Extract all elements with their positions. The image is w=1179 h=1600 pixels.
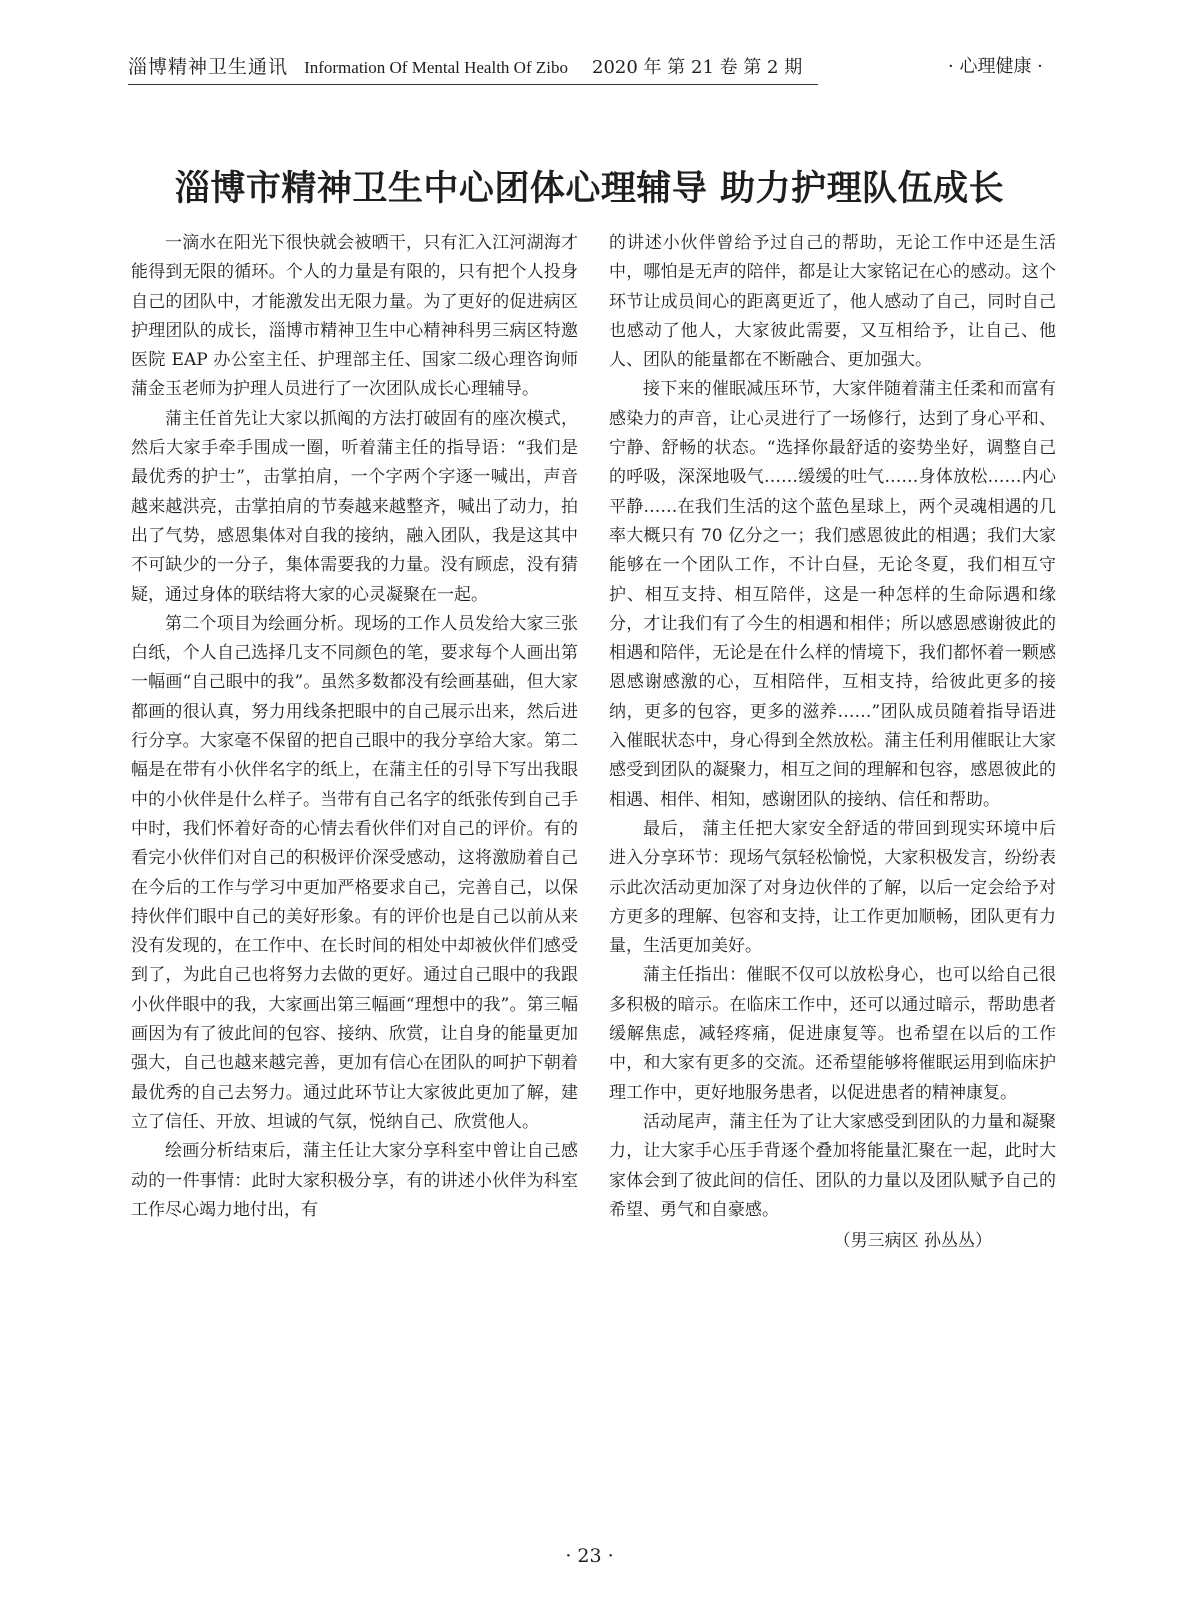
- left-column: [131, 229, 578, 1464]
- paragraph: 蒲主任首先让大家以抓阄的方法打破固有的座次模式，然后大家手牵手围成一圈，听着蒲主任的指导语：“我们是最优秀的护士”，击掌拍肩，一个字两个字逐一喊出，声音越来越洪亮，击掌拍肩的节奏越来越整齐，喊出了动力，拍出了气势，感恩集体对自我的接纳，融入团队，我是这其中不可缺少的一分子，集体需要我的力量。没有顾虑，没有猜疑，通过身体的联结将大家的心灵凝聚在一起。: [131, 408, 578, 605]
- section-label: · 心理健康 ·: [948, 56, 1043, 77]
- paragraph: 蒲主任指出：催眠不仅可以放松身心，也可以给自己很多积极的暗示。在临床工作中，还可以通过暗示，帮助患者缓解焦虑，减轻疼痛，促进康复等。也希望在以后的工作中，和大家有更多的交流。还希望能够将催眠运用到临床护理工作中，更好地服务患者，以促进患者的精神康复。: [609, 965, 1056, 1103]
- page-number: · 23 ·: [565, 1545, 614, 1567]
- paragraph: 最后， 蒲主任把大家安全舒适的带回到现实环境中后进入分享环节：现场气氛轻松愉悦，大家积极发言，纷纷表示此次活动更加深了对身边伙伴的了解，以后一定会给予对方更多的理解、包容和支持，让工作更加顺畅，团队更有力量，生活更加美好。: [609, 818, 1056, 957]
- paragraph: 活动尾声，蒲主任为了让大家感受到团队的力量和凝聚力，让大家手心压手背逐个叠加将能量汇聚在一起，此时大家体会到了彼此间的信任、团队的力量以及团队赋予自己的希望、勇气和自豪感。: [609, 1111, 1056, 1220]
- paragraph: 接下来的催眠减压环节，大家伴随着蒲主任柔和而富有感染力的声音，让心灵进行了一场修行，达到了身心平和、宁静、舒畅的状态。“选择你最舒适的姿势坐好，调整自己的呼吸，深深地吸气……缓缓的吐气……身体放松……内心平静……在我们生活的这个蓝色星球上，两个灵魂相遇的几率大概只有 70 亿分之一；我们感恩彼此的相遇；我们大家能够在一个团队工作，不计白昼，无论冬夏，我们相互守护、相互支持、相互陪伴，这是一种怎样的生命际遇和缘分，才让我们有了今生的相遇和相伴；所以感恩感谢彼此的相遇和陪伴，无论是在什么样的情境下，我们都怀着一颗感恩感谢感激的心，互相陪伴，互相支持，给彼此更多的接纳，更多的包容，更多的滋养……”团队成员随着指导语进入催眠状态中，身心得到全然放松。蒲主任利用催眠让大家感受到团队的凝聚力，相互之间的理解和包容，感恩彼此的相遇、相伴、相知，感谢团队的接纳、信任和帮助。: [609, 379, 1056, 810]
- journal-title-cn: 淄博精神卫生通讯: [128, 56, 289, 78]
- running-header: [128, 50, 818, 85]
- article-title: 淄博市精神卫生中心团体心理辅导 助力护理队伍成长: [174, 169, 1005, 210]
- paragraph: 第二个项目为绘画分析。现场的工作人员发给大家三张白纸，个人自己选择几支不同颜色的笔，要求每个人画出第一幅画“自己眼中的我”。虽然多数都没有绘画基础，但大家都画的很认真，努力用线条把眼中的自己展示出来，然后进行分享。大家毫不保留的把自己眼中的我分享给大家。第二幅是在带有小伙伴名字的纸上，在蒲主任的引导下写出我眼中的小伙伴是什么样子。当带有自己名字的纸张传到自己手中时，我们怀着好奇的心情去看伙伴们对自己的评价。有的看完小伙伴们对自己的积极评价深受感动，这将激励着自己在今后的工作与学习中更加严格要求自己，完善自己，以保持伙伴们眼中自己的美好形象。有的评价也是自己以前从来没有发现的，在工作中、在长时间的相处中却被伙伴们感受到了，为此自己也将努力去做的更好。通过自己眼中的我跟小伙伴眼中的我，大家画出第三幅画“理想中的我”。第三幅画因为有了彼此间的包容、接纳、欣赏，让自身的能量更加强大，自己也越来越完善，更加有信心在团队的呵护下朝着最优秀的自己去努力。通过此环节让大家彼此更加了解，建立了信任、开放、坦诚的气氛，悦纳自己、欣赏他人。: [131, 613, 578, 1132]
- right-column: [609, 229, 1056, 1464]
- paragraph: 绘画分析结束后，蒲主任让大家分享科室中曾让自己感动的一件事情：此时大家积极分享，有的讲述小伙伴为科室工作尽心竭力地付出，有: [131, 1141, 578, 1220]
- author-byline: （男三病区 孙丛丛）: [833, 1231, 992, 1252]
- journal-title-en: Information Of Mental Health Of Zibo: [304, 58, 568, 77]
- paragraph: 一滴水在阳光下很快就会被晒干，只有汇入江河湖海才能得到无限的循环。个人的力量是有限的，只有把个人投身自己的团队中，才能激发出无限力量。为了更好的促进病区护理团队的成长，淄博市精神卫生中心精神科男三病区特邀医院 EAP 办公室主任、护理部主任、国家二级心理咨询师蒲金玉老师为护理人员进行了一次团队成长心理辅导。: [131, 233, 578, 400]
- issue-info: 2020 年 第 21 卷 第 2 期: [592, 57, 803, 78]
- paragraph-continued: 的讲述小伙伴曾给予过自己的帮助，无论工作中还是生活中，哪怕是无声的陪伴，都是让大家铭记在心的感动。这个环节让成员间心的距离更近了，他人感动了自己，同时自己也感动了他人，大家彼此需要，又互相给予，让自己、他人、团队的能量都在不断融合、更加强大。: [609, 233, 1056, 371]
